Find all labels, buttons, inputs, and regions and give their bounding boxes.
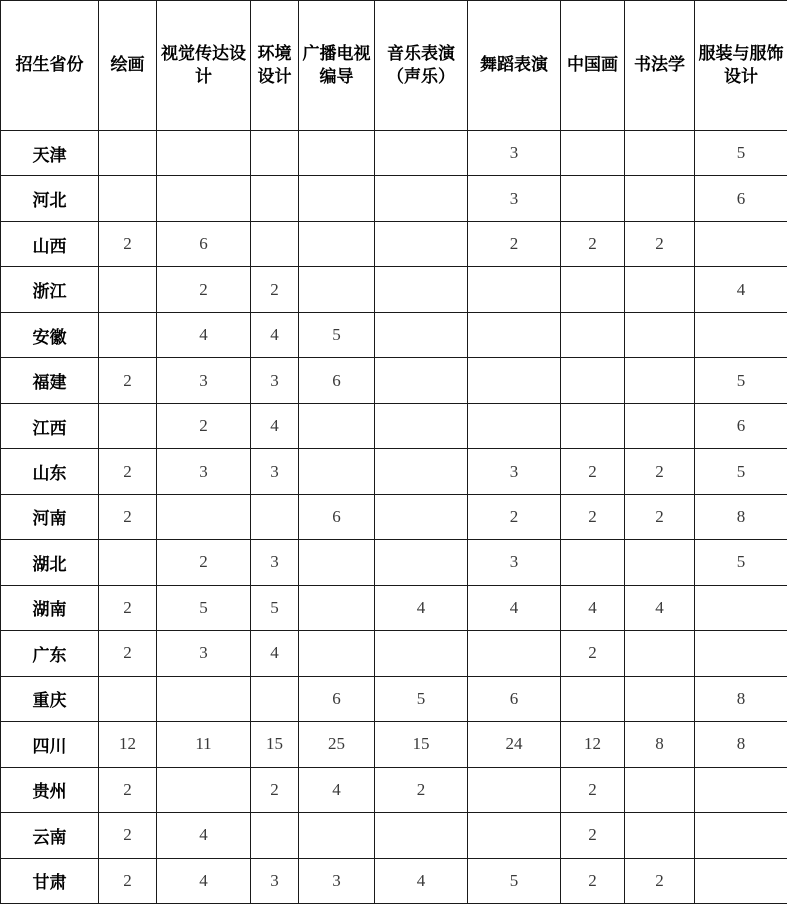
value-cell: 24 <box>468 722 561 767</box>
province-cell: 安徽 <box>1 312 99 357</box>
value-cell: 3 <box>468 449 561 494</box>
value-cell: 4 <box>561 585 625 630</box>
column-header: 招生省份 <box>1 1 99 131</box>
value-cell <box>251 131 299 176</box>
value-cell <box>157 767 251 812</box>
value-cell: 2 <box>99 221 157 266</box>
province-cell: 福建 <box>1 358 99 403</box>
value-cell <box>251 494 299 539</box>
province-cell: 山西 <box>1 221 99 266</box>
province-cell: 广东 <box>1 631 99 676</box>
province-cell: 湖北 <box>1 540 99 585</box>
value-cell: 15 <box>375 722 468 767</box>
value-cell: 6 <box>157 221 251 266</box>
value-cell: 2 <box>625 449 695 494</box>
value-cell: 5 <box>251 585 299 630</box>
column-header: 环境设计 <box>251 1 299 131</box>
value-cell: 4 <box>251 631 299 676</box>
province-cell: 江西 <box>1 403 99 448</box>
value-cell <box>625 358 695 403</box>
value-cell: 2 <box>251 767 299 812</box>
value-cell <box>625 176 695 221</box>
value-cell: 3 <box>157 358 251 403</box>
value-cell <box>375 221 468 266</box>
value-cell <box>625 676 695 721</box>
value-cell: 2 <box>468 221 561 266</box>
value-cell: 5 <box>695 540 787 585</box>
value-cell <box>99 312 157 357</box>
value-cell: 2 <box>561 858 625 904</box>
value-cell: 2 <box>625 494 695 539</box>
value-cell <box>625 540 695 585</box>
value-cell: 8 <box>695 494 787 539</box>
table-row <box>1 722 787 767</box>
table-body <box>1 131 787 904</box>
value-cell: 3 <box>468 540 561 585</box>
value-cell <box>625 312 695 357</box>
value-cell <box>299 540 375 585</box>
value-cell: 5 <box>468 858 561 904</box>
value-cell: 5 <box>299 312 375 357</box>
value-cell: 4 <box>468 585 561 630</box>
value-cell <box>299 176 375 221</box>
value-cell <box>157 494 251 539</box>
value-cell: 3 <box>251 358 299 403</box>
value-cell <box>251 221 299 266</box>
value-cell: 2 <box>157 540 251 585</box>
value-cell: 25 <box>299 722 375 767</box>
value-cell <box>625 767 695 812</box>
value-cell <box>695 858 787 904</box>
value-cell: 3 <box>251 540 299 585</box>
value-cell <box>625 631 695 676</box>
value-cell: 3 <box>299 858 375 904</box>
value-cell: 4 <box>375 858 468 904</box>
value-cell <box>157 131 251 176</box>
value-cell <box>468 403 561 448</box>
value-cell <box>695 221 787 266</box>
value-cell: 2 <box>375 767 468 812</box>
value-cell <box>299 631 375 676</box>
value-cell: 4 <box>251 403 299 448</box>
value-cell: 2 <box>561 813 625 858</box>
value-cell: 2 <box>561 631 625 676</box>
value-cell <box>375 267 468 312</box>
value-cell: 4 <box>625 585 695 630</box>
table-row <box>1 176 787 221</box>
province-cell: 河南 <box>1 494 99 539</box>
value-cell: 6 <box>695 176 787 221</box>
table-row <box>1 631 787 676</box>
province-cell: 天津 <box>1 131 99 176</box>
header-row <box>1 1 787 131</box>
value-cell: 2 <box>561 449 625 494</box>
province-cell: 甘肃 <box>1 858 99 904</box>
province-cell: 河北 <box>1 176 99 221</box>
value-cell: 2 <box>561 494 625 539</box>
value-cell <box>468 358 561 403</box>
value-cell: 2 <box>468 494 561 539</box>
value-cell: 5 <box>695 358 787 403</box>
value-cell <box>299 131 375 176</box>
value-cell: 2 <box>99 858 157 904</box>
value-cell <box>251 176 299 221</box>
value-cell: 2 <box>561 767 625 812</box>
value-cell: 6 <box>299 676 375 721</box>
value-cell <box>561 267 625 312</box>
value-cell: 2 <box>625 858 695 904</box>
value-cell: 3 <box>157 631 251 676</box>
value-cell <box>99 131 157 176</box>
value-cell: 2 <box>157 403 251 448</box>
value-cell <box>375 449 468 494</box>
value-cell: 3 <box>251 449 299 494</box>
value-cell <box>157 676 251 721</box>
value-cell: 6 <box>468 676 561 721</box>
column-header: 广播电视编导 <box>299 1 375 131</box>
value-cell <box>695 767 787 812</box>
value-cell <box>561 176 625 221</box>
value-cell <box>468 813 561 858</box>
value-cell <box>561 403 625 448</box>
value-cell: 2 <box>561 221 625 266</box>
value-cell <box>695 631 787 676</box>
value-cell: 2 <box>99 494 157 539</box>
value-cell <box>99 676 157 721</box>
value-cell <box>625 403 695 448</box>
value-cell <box>561 358 625 403</box>
table-row <box>1 494 787 539</box>
value-cell <box>299 403 375 448</box>
value-cell: 5 <box>375 676 468 721</box>
value-cell: 12 <box>561 722 625 767</box>
value-cell: 2 <box>625 221 695 266</box>
value-cell <box>375 813 468 858</box>
table-row <box>1 131 787 176</box>
value-cell: 2 <box>99 358 157 403</box>
column-header: 舞蹈表演 <box>468 1 561 131</box>
province-cell: 云南 <box>1 813 99 858</box>
value-cell <box>561 131 625 176</box>
value-cell: 3 <box>468 131 561 176</box>
province-cell: 湖南 <box>1 585 99 630</box>
value-cell: 8 <box>625 722 695 767</box>
table-row <box>1 767 787 812</box>
value-cell: 15 <box>251 722 299 767</box>
column-header: 中国画 <box>561 1 625 131</box>
value-cell <box>299 221 375 266</box>
value-cell <box>625 813 695 858</box>
province-cell: 四川 <box>1 722 99 767</box>
value-cell: 2 <box>99 585 157 630</box>
value-cell: 4 <box>299 767 375 812</box>
value-cell: 3 <box>157 449 251 494</box>
value-cell <box>251 813 299 858</box>
value-cell <box>375 540 468 585</box>
province-cell: 山东 <box>1 449 99 494</box>
value-cell <box>695 813 787 858</box>
value-cell: 5 <box>157 585 251 630</box>
table-row <box>1 585 787 630</box>
value-cell <box>299 585 375 630</box>
value-cell: 8 <box>695 722 787 767</box>
value-cell <box>299 449 375 494</box>
table-row <box>1 312 787 357</box>
table-row <box>1 858 787 904</box>
value-cell <box>375 131 468 176</box>
value-cell <box>299 267 375 312</box>
table-row <box>1 403 787 448</box>
column-header: 书法学 <box>625 1 695 131</box>
value-cell: 6 <box>299 358 375 403</box>
table-row <box>1 267 787 312</box>
column-header: 视觉传达设计 <box>157 1 251 131</box>
value-cell <box>695 312 787 357</box>
value-cell <box>375 631 468 676</box>
value-cell: 2 <box>99 449 157 494</box>
value-cell: 4 <box>157 858 251 904</box>
column-header: 服装与服饰设计 <box>695 1 787 131</box>
table-row <box>1 358 787 403</box>
value-cell: 4 <box>157 813 251 858</box>
value-cell <box>251 676 299 721</box>
value-cell: 2 <box>99 767 157 812</box>
value-cell: 11 <box>157 722 251 767</box>
value-cell <box>157 176 251 221</box>
value-cell <box>695 585 787 630</box>
value-cell <box>99 403 157 448</box>
value-cell <box>375 358 468 403</box>
value-cell: 3 <box>468 176 561 221</box>
value-cell <box>625 131 695 176</box>
value-cell <box>561 540 625 585</box>
value-cell: 4 <box>375 585 468 630</box>
value-cell: 4 <box>251 312 299 357</box>
value-cell <box>375 494 468 539</box>
value-cell <box>375 176 468 221</box>
value-cell: 2 <box>99 631 157 676</box>
value-cell: 6 <box>299 494 375 539</box>
value-cell <box>561 676 625 721</box>
province-cell: 浙江 <box>1 267 99 312</box>
table-row <box>1 221 787 266</box>
value-cell: 5 <box>695 131 787 176</box>
value-cell <box>561 312 625 357</box>
value-cell <box>375 312 468 357</box>
table-row <box>1 540 787 585</box>
table-row <box>1 813 787 858</box>
province-cell: 贵州 <box>1 767 99 812</box>
value-cell <box>99 540 157 585</box>
value-cell <box>299 813 375 858</box>
value-cell: 12 <box>99 722 157 767</box>
table-row <box>1 676 787 721</box>
value-cell <box>375 403 468 448</box>
value-cell: 2 <box>251 267 299 312</box>
table-header <box>1 1 787 131</box>
value-cell <box>625 267 695 312</box>
column-header: 绘画 <box>99 1 157 131</box>
value-cell: 6 <box>695 403 787 448</box>
value-cell <box>468 767 561 812</box>
province-cell: 重庆 <box>1 676 99 721</box>
value-cell: 8 <box>695 676 787 721</box>
value-cell <box>99 267 157 312</box>
value-cell <box>468 631 561 676</box>
value-cell <box>99 176 157 221</box>
value-cell: 4 <box>157 312 251 357</box>
value-cell <box>468 312 561 357</box>
table-row <box>1 449 787 494</box>
column-header: 音乐表演（声乐） <box>375 1 468 131</box>
value-cell: 5 <box>695 449 787 494</box>
value-cell: 4 <box>695 267 787 312</box>
value-cell: 2 <box>99 813 157 858</box>
value-cell <box>468 267 561 312</box>
value-cell: 3 <box>251 858 299 904</box>
value-cell: 2 <box>157 267 251 312</box>
